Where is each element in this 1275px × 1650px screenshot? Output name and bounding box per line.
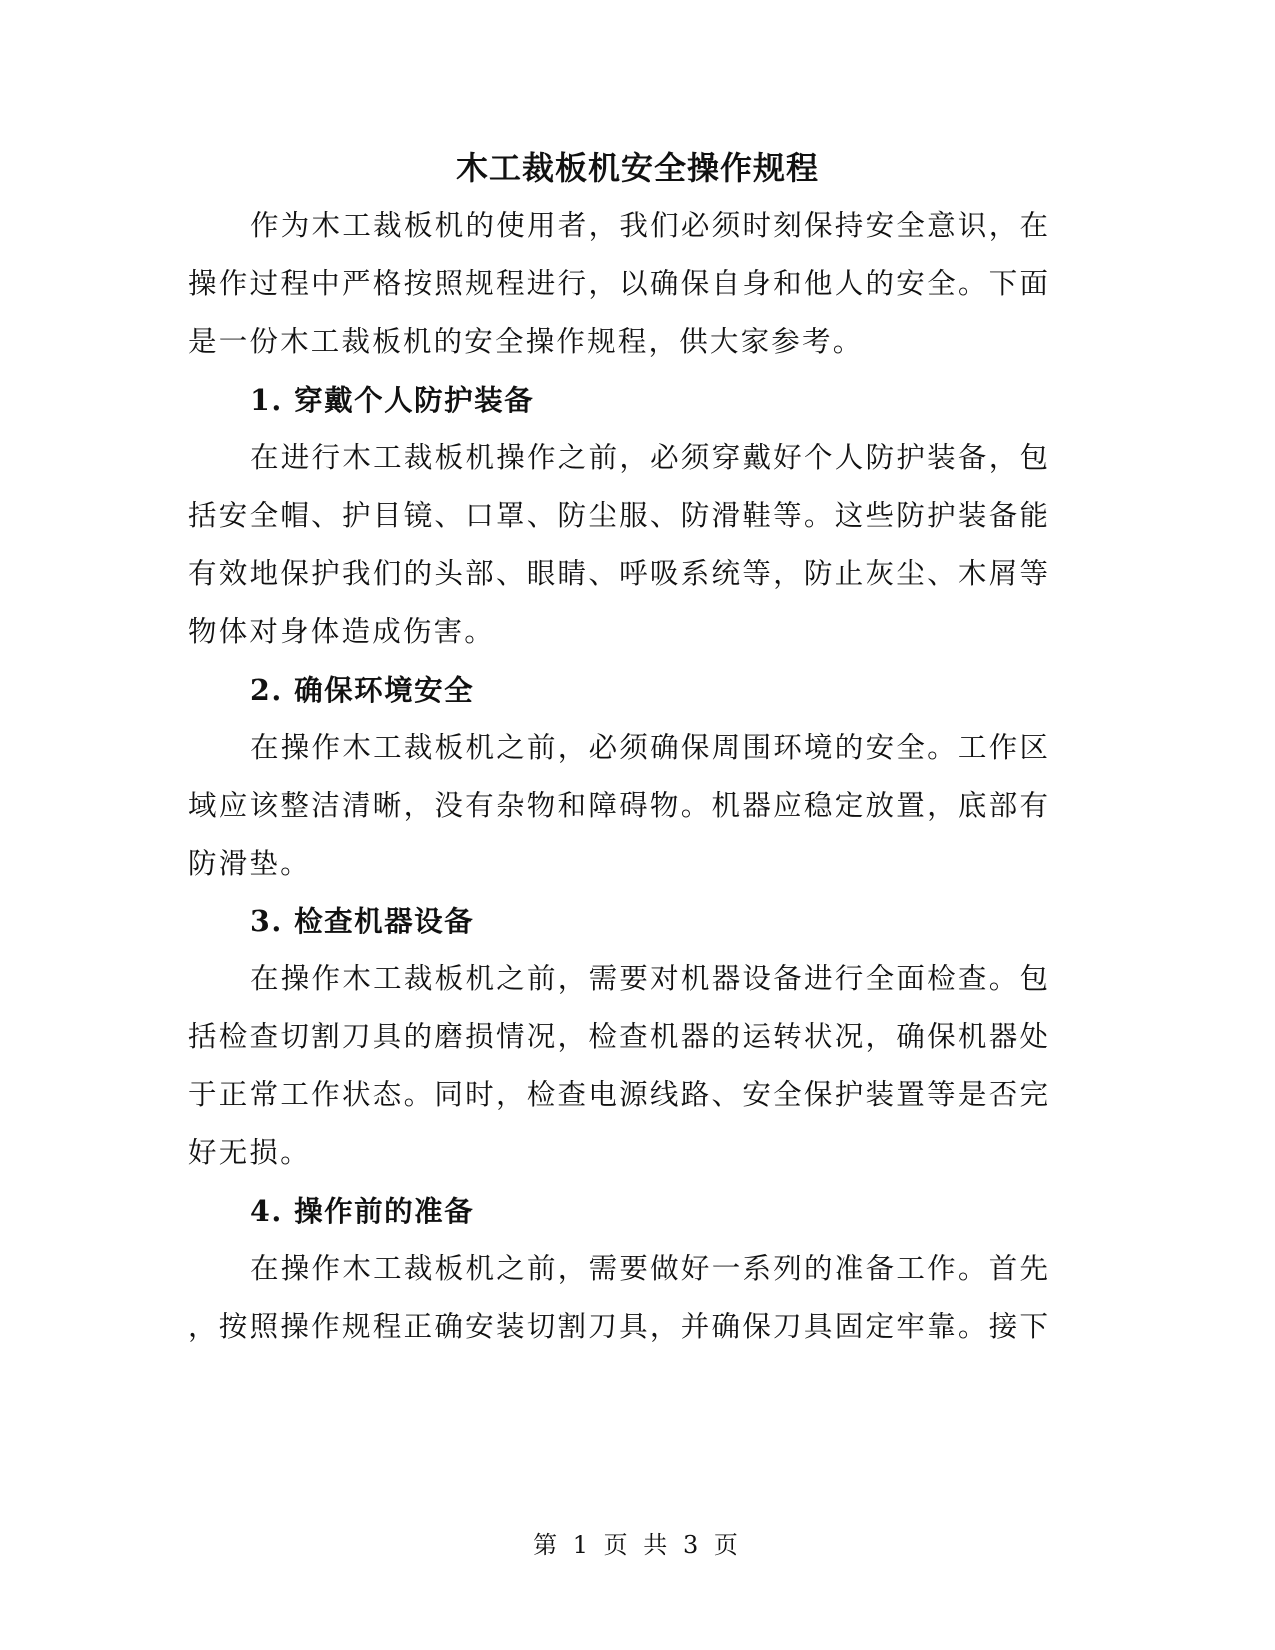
section-1-line-1: 在进行木工裁板机操作之前，必须穿戴好个人防护装备，包: [250, 441, 1048, 474]
section-1-heading: 1. 穿戴个人防护装备: [250, 383, 535, 417]
section-3-line-2: 括检查切割刀具的磨损情况，检查机器的运转状况，确保机器处: [188, 1020, 1048, 1053]
page-footer: 第 1 页 共 3 页: [533, 1531, 742, 1559]
section-1-line-3: 有效地保护我们的头部、眼睛、呼吸系统等，防止灰尘、木屑等: [188, 557, 1048, 590]
section-1-line-4: 物体对身体造成伤害。: [188, 615, 496, 648]
section-4-line-1: 在操作木工裁板机之前，需要做好一系列的准备工作。首先: [250, 1252, 1048, 1285]
section-3-heading: 3. 检查机器设备: [250, 904, 475, 938]
section-2-line-1: 在操作木工裁板机之前，必须确保周围环境的安全。工作区: [250, 731, 1048, 764]
intro-line-1: 作为木工裁板机的使用者，我们必须时刻保持安全意识，在: [250, 209, 1048, 242]
section-4-line-2: ，按照操作规程正确安装切割刀具，并确保刀具固定牢靠。接下: [188, 1310, 1048, 1343]
section-4-heading: 4. 操作前的准备: [250, 1194, 475, 1228]
section-1-line-2: 括安全帽、护目镜、口罩、防尘服、防滑鞋等。这些防护装备能: [188, 499, 1048, 532]
section-3-line-1: 在操作木工裁板机之前，需要对机器设备进行全面检查。包: [250, 962, 1048, 995]
document-title: 木工裁板机安全操作规程: [455, 149, 819, 187]
section-3-line-4: 好无损。: [188, 1136, 311, 1169]
section-2-line-3: 防滑垫。: [188, 847, 311, 880]
section-3-line-3: 于正常工作状态。同时，检查电源线路、安全保护装置等是否完: [188, 1078, 1048, 1111]
section-2-line-2: 域应该整洁清晰，没有杂物和障碍物。机器应稳定放置，底部有: [188, 789, 1048, 822]
intro-line-2: 操作过程中严格按照规程进行，以确保自身和他人的安全。下面: [188, 267, 1048, 300]
section-2-heading: 2. 确保环境安全: [250, 673, 475, 707]
intro-line-3: 是一份木工裁板机的安全操作规程，供大家参考。: [188, 325, 864, 358]
